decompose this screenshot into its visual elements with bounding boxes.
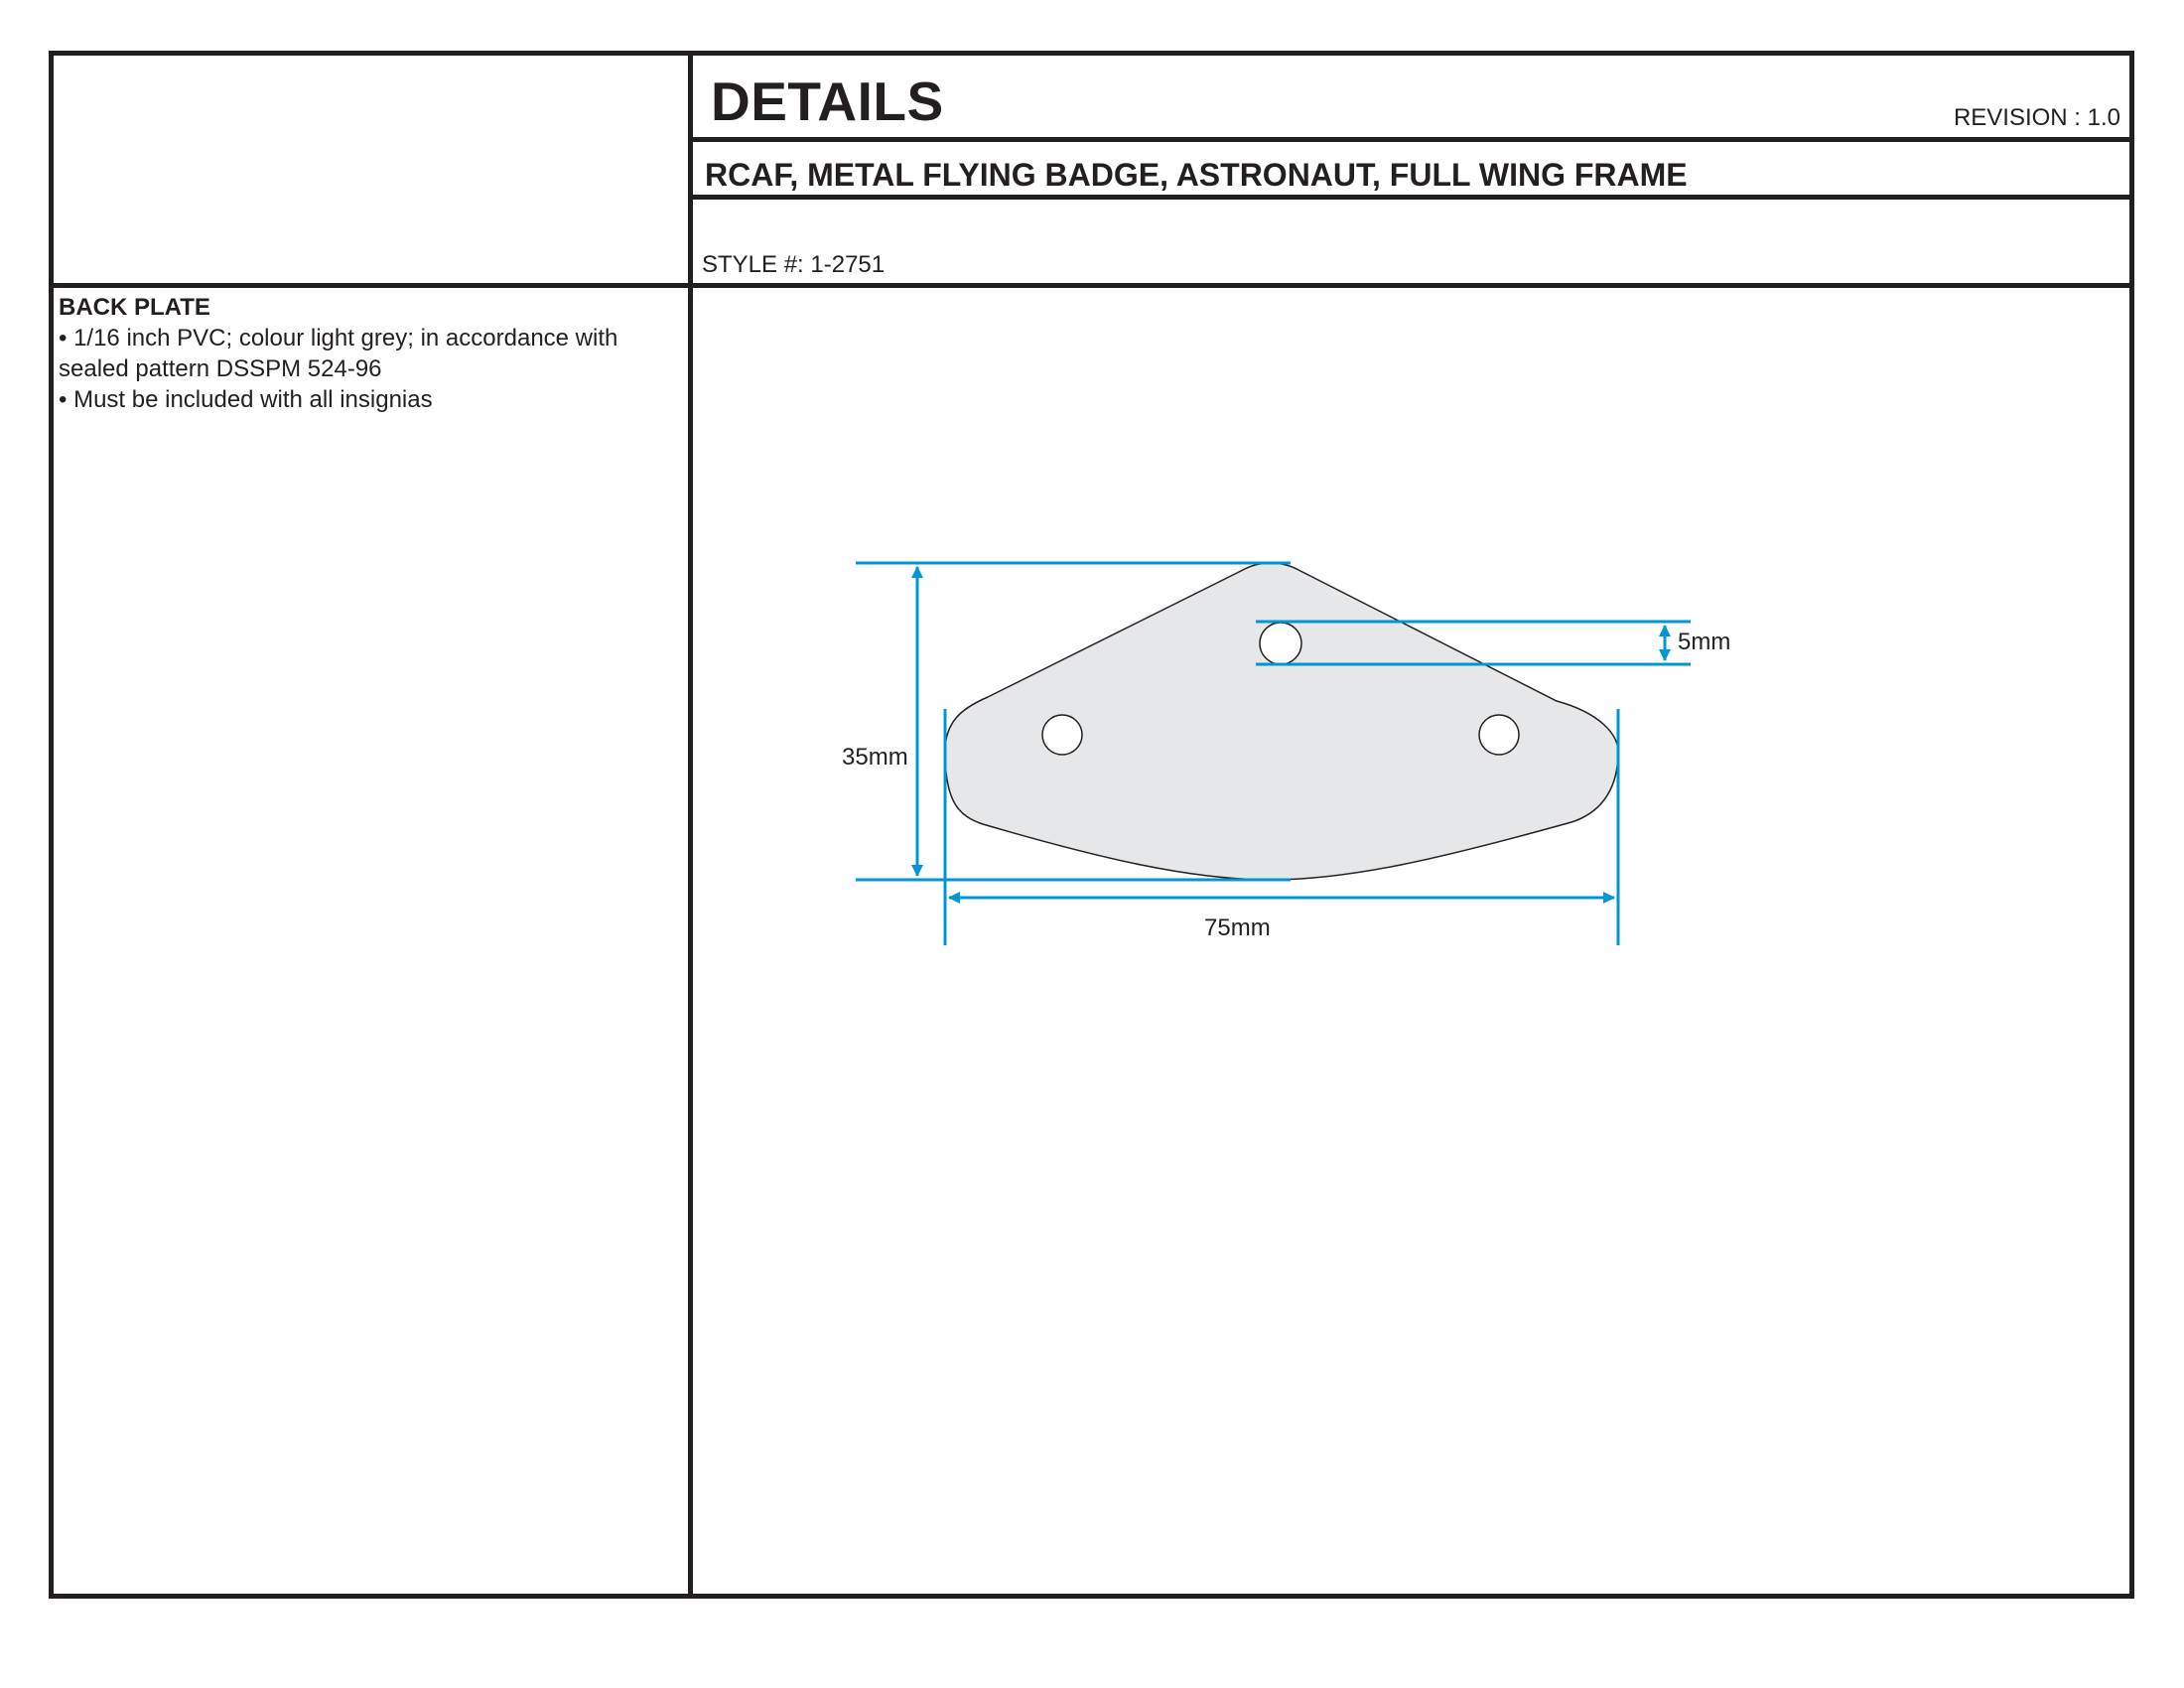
width-label: 75mm [1204, 914, 1271, 941]
notes-heading: BACK PLATE [59, 294, 210, 321]
back-plate-shape [945, 563, 1618, 880]
notes-bullet-material: • 1/16 inch PVC; colour light grey; in accordance with sealed pattern DSSPM 524-96 [59, 325, 618, 382]
height-label: 35mm [842, 744, 908, 771]
page-title: DETAILS [711, 70, 944, 132]
hole-left [1042, 715, 1082, 755]
product-title: RCAF, METAL FLYING BADGE, ASTRONAUT, FULL WING FRAME [705, 157, 1688, 193]
revision-label: REVISION : 1.0 [1953, 104, 2120, 131]
hole-top [1260, 623, 1301, 664]
hole-right [1479, 715, 1519, 755]
notes-bullet-inclusion: • Must be included with all insignias [59, 386, 433, 413]
style-number: STYLE #: 1-2751 [702, 251, 886, 278]
hole-label: 5mm [1678, 629, 1731, 655]
